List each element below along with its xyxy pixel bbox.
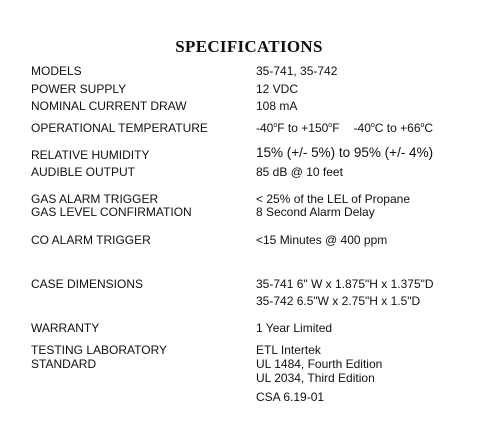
gas-confirm-value: 8 Second Alarm Delay (256, 205, 375, 219)
temp-f-mid: F to +150 (277, 121, 329, 135)
testing-value-ul2034: UL 2034, Third Edition (256, 371, 375, 385)
co-trigger-label: CO ALARM TRIGGER (31, 233, 151, 247)
humidity-value: 15% (+/- 5%) to 95% (+/- 4%) (256, 145, 434, 160)
testing-value-etl: ETL Intertek (256, 343, 321, 357)
audible-value: 85 dB @ 10 feet (256, 165, 343, 179)
page-title: SPECIFICATIONS (175, 37, 323, 56)
testing-lab-label: TESTING LABORATORY (31, 343, 168, 357)
testing-value-ul1484: UL 1484, Fourth Edition (256, 357, 383, 371)
degree-symbol: o (328, 122, 333, 129)
power-supply-label: POWER SUPPLY (31, 82, 127, 96)
warranty-label: WARRANTY (31, 321, 100, 335)
gas-confirm-label: GAS LEVEL CONFIRMATION (31, 205, 192, 219)
temperature-value (256, 121, 433, 135)
case-dimensions-label: CASE DIMENSIONS (31, 277, 144, 291)
temp-c-low: -40 (353, 121, 371, 135)
case-dimensions-741: 35-741 6" W x 1.875"H x 1.375"D (256, 277, 434, 291)
models-label: MODELS (31, 64, 82, 78)
gas-trigger-label: GAS ALARM TRIGGER (31, 192, 159, 206)
standard-label: STANDARD (31, 357, 97, 371)
humidity-label: RELATIVE HUMIDITY (31, 148, 150, 162)
temp-c-end: C (424, 121, 434, 135)
models-value: 35-741, 35-742 (256, 64, 338, 78)
temp-f-low: -40 (256, 121, 274, 135)
case-dimensions-742: 35-742 6.5"W x 2.75"H x 1.5"D (256, 294, 421, 308)
current-draw-value: 108 mA (256, 99, 298, 113)
current-draw-label: NOMINAL CURRENT DRAW (31, 99, 187, 113)
audible-label: AUDIBLE OUTPUT (31, 165, 136, 179)
degree-symbol: o (370, 122, 375, 129)
co-trigger-value: <15 Minutes @ 400 ppm (256, 233, 388, 247)
gas-trigger-value: < 25% of the LEL of Propane (256, 192, 411, 206)
testing-value-csa: CSA 6.19-01 (256, 390, 325, 404)
temp-f-end: F (332, 121, 340, 135)
power-supply-value: 12 VDC (256, 82, 299, 96)
degree-symbol: o (420, 122, 425, 129)
warranty-value: 1 Year Limited (256, 321, 333, 335)
degree-symbol: o (273, 122, 278, 129)
temp-c-mid: C to +66 (374, 121, 421, 135)
temperature-label: OPERATIONAL TEMPERATURE (31, 121, 208, 135)
